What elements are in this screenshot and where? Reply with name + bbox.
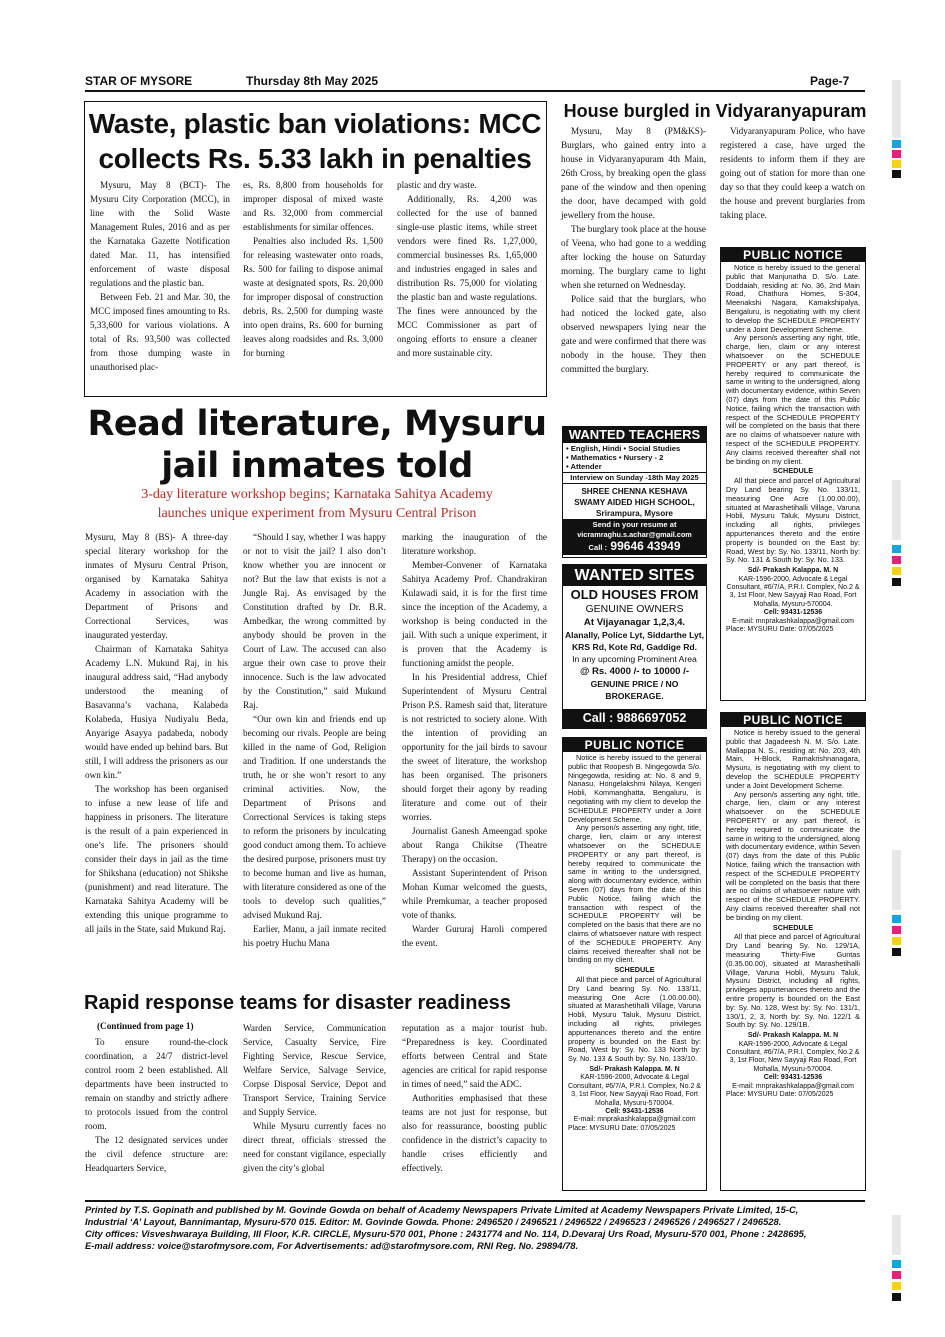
paragraph: The workshop has been organised to infuse a new lease of life and happiness in prisoners. The literature is the result of a pain experienced in one’s life. The prisoners should consider their days in jail as the time for Shikshana (education) not Shikshe (punishment) and read literature. The Karnataka Sahitya Academy will be extending this unique programme to all jails in the State, said Mukund Raj. — [85, 784, 228, 934]
literature-col1 — [85, 530, 228, 936]
waste-col3 — [397, 178, 537, 360]
paragraph: Additionally, Rs. 4,200 was collected for the use of banned single-use plastic items, while street vendors were fined Rs. 1,27,000, commercial businesses Rs. 1,65,000 and industries engaged in sales and distribution Rs. 75,000 for violating the plastic ban and waste regulations. The fines were announced by the MCC Commissioner as part of ongoing efforts to ensure a cleaner and more sustainable city. — [397, 194, 537, 358]
wanted-teachers-ad — [562, 426, 707, 558]
sites-line: OLD HOUSES FROM — [570, 587, 699, 602]
imprint-line: Industrial ‘A’ Layout, Bannimantap, Mysuru-570 015. Editor: M. Govinde Gowda. Phone: 2496520 / 2496521 / 2496522 / 2496523 / 2496526 / 2496527 / 2496528. — [85, 1216, 782, 1227]
yellow-mark — [892, 160, 901, 168]
paragraph: Between Feb. 21 and Mar. 30, the MCC imposed fines amounting to Rs. 5,33,600 for various violations. A total of Rs. 93,500 was collected from those dumping waste in unauthorised plac- — [90, 292, 230, 372]
paragraph: Vidyaranyapuram Police, who have registered a case, have urged the residents to inform them if they are going out of station for more than one day so that they could keep a watch on the house and prevent burglaries from taking place. — [720, 126, 865, 220]
subjects-line: • English, Hindi • Social Studies — [566, 444, 681, 453]
paragraph: Chairman of Karnataka Sahitya Academy L.N. Mukund Raj, in his inaugural address said, “Had anybody understood the meaning of Basavanna’s vachana, Kalabeda Kolabeda, Husiya Nudiyalu Beda, Anyarige Asayya padabeda, nobody would have ended up behind bars. But still, I will address the prisoners as our own kin.” — [85, 644, 228, 780]
wanted-teachers-title: WANTED TEACHERS — [563, 427, 706, 443]
cyan-mark — [892, 1260, 901, 1268]
magenta-mark — [892, 926, 901, 934]
cyan-mark — [892, 140, 901, 148]
advocate-address: KAR-1596-2000, Advocate & Legal Consultant, #6/7/A, P.R.I. Complex, No.2 & 3, 1st Floor, New Sayyaji Rao Road, Fort Mohalla, Mysuru-570004. — [726, 1040, 860, 1073]
cyan-mark — [892, 545, 901, 553]
notice-place-date: Place: MYSURU Date: 07/05/2025 — [726, 625, 834, 633]
notice-paragraph: Notice is hereby issued to the general public that Jagadeesh N. M. S/o. Late. Mallappa N. S., residing at: No. 203, 4th Main, H-Block, Ramakrishnanagara, Mysuru, is negotiating with my client to develop the SCHEDULE PROPERTY under a Joint Development Scheme. — [726, 728, 860, 790]
literature-headline-line1: Read literature, Mysuru — [87, 404, 547, 444]
advocate-cell: Cell: 93431-12536 — [763, 1074, 823, 1082]
black-mark — [892, 170, 901, 178]
school-name — [563, 486, 706, 519]
registration-strip — [892, 850, 901, 910]
black-mark — [892, 578, 901, 586]
resume-block — [563, 519, 706, 555]
advocate-email: E-mail: mnprakashkalappa@gmail.com — [732, 617, 854, 625]
paragraph: plastic and dry waste. — [397, 180, 477, 190]
registration-strip — [892, 1215, 901, 1255]
wanted-sites-body — [563, 586, 706, 702]
school-name-line: SHREE CHENNA KESHAVA — [581, 487, 688, 496]
notice-place-date: Place: MYSURU Date: 07/05/2025 — [568, 1124, 676, 1132]
magenta-mark — [892, 556, 901, 564]
imprint-line: City offices: Visveshwaraya Building, III Floor, K.R. CIRCLE, Mysuru-570 001, Phone : 2431774 and No. 114, D.Devaraj Urs Road, Mysuru-570 001, Phone : 2428695, — [85, 1228, 807, 1239]
paper-name: STAR OF MYSORE — [85, 74, 193, 88]
yellow-mark — [892, 567, 901, 575]
literature-headline — [84, 403, 550, 487]
public-notice-2 — [562, 737, 707, 1191]
literature-headline-line2: jail inmates told — [161, 446, 473, 486]
paragraph: Member-Convener of Karnataka Sahitya Academy Prof. Chandrakiran Kulawadi said, it is for the first time since the inception of the Academy, a workshop is being conducted in the jail. With such a unique experiment, it is proven that the Academy is functioning amidst the people. — [402, 560, 547, 668]
school-name-line: SWAMY AIDED HIGH SCHOOL, — [574, 498, 695, 507]
waste-col2 — [243, 178, 383, 360]
schedule-label: SCHEDULE — [772, 466, 814, 476]
yellow-mark — [892, 937, 901, 945]
literature-subhead-line2: launches unique experiment from Mysuru Central Prison — [157, 506, 477, 521]
advocate-cell: Cell: 93431-12536 — [763, 609, 823, 617]
notice-place-date: Place: MYSURU Date: 07/05/2025 — [726, 1090, 834, 1098]
advocate-email: E-mail: mnprakashkalappa@gmail.com — [732, 1082, 854, 1090]
burglary-col1 — [561, 124, 706, 376]
sites-call[interactable]: Call : 9886697052 — [563, 709, 706, 728]
waste-col1 — [90, 178, 230, 374]
teacher-subjects — [563, 443, 706, 472]
public-notice-1 — [720, 247, 866, 701]
notice-paragraph: Notice is hereby issued to the general public that Roopesh B. Ningegowda S/o. Ningegowda, residing at: No. 8 and 9, Nanasu, Hongelakshmi Nilaya, Kengeri Hobli, Kommanghatta, Bengaluru, is negotiating with my client to develop the SCHEDULE PROPERTY under a Joint Development Scheme. — [568, 753, 701, 824]
interview-date: Interview on Sunday -18th May 2025 — [563, 472, 706, 484]
paragraph: Warden Service, Communication Service, Casualty Service, Fire Fighting Service, Rescue Service, Welfare Service, Salvage Service, Corpse Disposal Service, Depot and Transport Service, Training Service and Supply Service. — [243, 1023, 386, 1117]
imprint-footer — [85, 1204, 865, 1252]
advocate-address: KAR-1596-2000, Advocate & Legal Consultant, #6/7/A, P.R.I. Complex, No.2 & 3, 1st Floor, New Sayyaji Rao Road, Fort Mohalla, Mysuru-570004. — [568, 1074, 701, 1107]
paragraph: es, Rs. 8,800 from households for improper disposal of mixed waste and Rs. 32,000 from commercial establishments for similar offences. — [243, 180, 383, 232]
notice-title: PUBLIC NOTICE — [563, 738, 706, 752]
footer-rule — [85, 1200, 865, 1202]
yellow-mark — [892, 1282, 901, 1290]
paragraph: Warder Gururaj Haroli compered the event. — [402, 924, 547, 948]
paragraph: “Our own kin and friends end up becoming our rivals. People are being killed in the name of God, Religion and Tradition. If one understands the truth, he or she won’t resort to any criminal activities. Now, the Department of Prisons and Correctional Services is taking steps to reform the prisoners by inculcating good conduct among them. To achieve the desired purpose, prisoners must try to become human and live as human, with literature considered as one of the tools to develop such qualities,” advised Mukund Raj. — [243, 714, 386, 920]
school-place: Srirampura, Mysore — [596, 509, 673, 518]
signature: Sd/- Prakash Kalappa. M. N — [747, 567, 839, 575]
sites-line: At Vijayanagar 1,2,3,4. — [583, 617, 686, 628]
continued-note: (Continued from page 1) — [97, 1021, 194, 1031]
paragraph: marking the inauguration of the literature workshop. — [402, 532, 547, 556]
paragraph: Mysuru, May 8 (BCT)- The Mysuru City Corporation (MCC), in line with the Solid Waste Management Rules, 2016 and as per the Karnataka Gazette Notification dated Mar. 11, has intensified enforcement of waste disposal regulations and the plastic ban. — [90, 180, 230, 288]
black-mark — [892, 948, 901, 956]
paragraph: In his Presidential address, Chief Superintendent of Mysuru Central Prison P.S. Ramesh said that, literature is not restricted to society alone. With the intention of providing an opportunity for the jail birds to savour the sweet of literature, the workshop has been organised. The prisoners should forget their agony by reading literature and come out of their worries. — [402, 672, 547, 822]
send-resume-label: Send in your resume at — [592, 520, 677, 529]
paragraph: “Should I say, whether I was happy or not to visit the jail? I also don’t know whether you are innocent or not? But the law that exists is not a Jungle Raj. As envisaged by the Constitution drafted by Dr. B.R. Ambedkar, the wrong committed by anybody should be proven in the Court of Law. The accused can also argue their own case to prove their innocence. Such is the law advocated by the Constitution,” said Mukund Raj. — [243, 532, 386, 710]
notice-paragraph: Any person/s asserting any right, title, charge, lien, claim or any interest whatsoever on the SCHEDULE PROPERTY or any part thereof, is hereby required to communicate the same in writing to the undersigned, along with documentary evidence, within Seven (07) days from the date of this Public Notice, failing which the transaction with respect of the SCHEDULE PROPERTY will be completed on the basis that there are no claims of whatsoever nature with respect of the SCHEDULE PROPERTY. Any claims received thereafter shall not be binding on my client. — [568, 823, 701, 965]
sites-line: GENUINE PRICE / NO BROKERAGE. — [590, 679, 679, 701]
burglary-headline: House burgled in Vidyaranyapuram — [563, 101, 867, 121]
paragraph: Assistant Superintendent of Prison Mohan Kumar welcomed the guests, while Premkumar, a teacher proposed vote of thanks. — [402, 868, 547, 920]
paragraph: Penalties also included Rs. 1,500 for releasing wastewater onto roads, Rs. 500 for failing to dispose animal waste at designated spots, Rs. 20,000 for improper disposal of construction debris, Rs. 2,500 for dumping waste into open drains, Rs. 600 for burning leaves along roadsides and Rs. 3,000 for burning — [243, 236, 383, 358]
sites-line: In any upcoming Prominent Area — [572, 654, 697, 664]
paragraph: To ensure round-the-clock coordination, a 24/7 district-level control room 2 been established. All departments have been instructed to remain on standby and strictly adhere to protocols issued from the control room. — [85, 1037, 228, 1131]
notice-body — [563, 752, 706, 1135]
literature-subhead — [84, 485, 550, 523]
schedule-label: SCHEDULE — [772, 922, 814, 932]
notice-body — [721, 727, 865, 1101]
notice-paragraph: Any person/s asserting any right, title, charge, lien, claim or any interest whatsoever on the SCHEDULE PROPERTY or any part thereof, is hereby required to communicate the same in writing to the undersigned, along with documentary evidence, within Seven (07) days from the date of this Public Notice, failing which the transaction with respect of the SCHEDULE PROPERTY will be completed on the basis that there are no claims of whatsoever nature with respect of the SCHEDULE PROPERTY. Any claims received thereafter shall not be binding on my client. — [726, 333, 860, 466]
sites-line: GENUINE OWNERS — [585, 603, 684, 615]
advocate-email: E-mail: mnprakashkalappa@gmail.com — [573, 1116, 696, 1124]
wanted-sites-ad — [562, 564, 707, 729]
header-rule — [85, 90, 865, 92]
sites-line: @ Rs. 4000 /- to 10000 /- — [579, 666, 690, 677]
sites-line: KRS Rd, Kote Rd, Gaddige Rd. — [571, 642, 698, 652]
paragraph: Journalist Ganesh Ameengad spoke about Ranga Chikitse (Theatre Therapy) on the occasion. — [402, 826, 547, 864]
schedule-text: All that piece and parcel of Agricultural Dry Land bearing Sy. No. 133/11, measuring One Acre (1.00.00.00), situated at Marashetihalli Village, Varuna Hobli, Mysuru Taluk, Mysuru District, including all rights, privileges appurtenances thereto and the entire property is bounded on the East by: Road, West by: Sy. No. 133 North by: Sy. No. 133 & South by: Sy. No. 133/10. — [568, 974, 701, 1064]
imprint-line: E-mail address: voice@starofmysore.com, For Advertisements: ad@starofmysore.com, RNI Reg. No. 29894/78. — [85, 1240, 579, 1251]
literature-subhead-line1: 3-day literature workshop begins; Karnataka Sahitya Academy — [141, 487, 493, 502]
disaster-headline: Rapid response teams for disaster readiness — [84, 992, 511, 1014]
cyan-mark — [892, 915, 901, 923]
magenta-mark — [892, 1271, 901, 1279]
advocate-address: KAR-1596-2000, Advocate & Legal Consultant, #6/7/A, P.R.I. Complex, No.2 & 3, 1st Floor, New Sayyaji Rao Road, Fort Mohalla, Mysuru-570004. — [726, 575, 860, 608]
notice-title: PUBLIC NOTICE — [721, 713, 865, 727]
resume-email[interactable]: vicramraghu.s.achar@gmail.com — [577, 529, 692, 539]
signature: Sd/- Prakash Kalappa. M. N — [589, 1065, 680, 1073]
public-notice-3 — [720, 712, 866, 1191]
disaster-col1 — [85, 1035, 228, 1175]
teacher-phone[interactable]: 99646 43949 — [610, 539, 681, 553]
disaster-col3 — [402, 1021, 547, 1175]
waste-headline-line2: collects Rs. 5.33 lakh in penalties — [98, 143, 532, 174]
paragraph: Mysuru, May 8 (PM&KS)- Burglars, who gained entry into a house in Vidyaranyapuram 4th Main, 26th Cross, by breaking open the glass pane of the window and then opening the door, have decamped with gold jewellery from the house. — [561, 126, 706, 220]
page-number: Page-7 — [810, 74, 850, 88]
notice-paragraph: Any person/s asserting any right, title, charge, lien, claim or any interest whatsoever on the SCHEDULE PROPERTY or any part thereof, is hereby required to communicate the same in writing to the undersigned, along with documentary evidence, within Seven (07) days from the date of this Public Notice, failing which the transaction with respect of the SCHEDULE PROPERTY will be completed on the basis that there are no claims of whatsoever nature with respect of the SCHEDULE PROPERTY. Any claims received thereafter shall not be binding on my client. — [726, 789, 860, 922]
literature-col2 — [243, 530, 386, 950]
notice-paragraph: Notice is hereby issued to the general public that Manjunatha D. S/o. Late. Doddaiah, residing at: No. 36, 2nd Main Road, Chathura Homes, S-304, Meenakshi Nagara, Kamakshipalya, Bengaluru, is negotiating with my client to develop the SCHEDULE PROPERTY under a Joint Development Scheme. — [726, 263, 860, 334]
schedule-text: All that piece and parcel of Agricultural Dry Land bearing Sy. No. 133/11, measuring One Acre (1.00.00.00), situated at Marashetihalli Village, Varuna Hobli, Mysuru Taluk, Mysuru District, including all rights, privileges appurtenances thereto and the entire property is bounded on the East by: Road, West by: Sy. No. 133/11, North by: Sy. No. 131 & South by: Sy. No. 133. — [726, 476, 860, 565]
signature: Sd/- Prakash Kalappa. M. N — [747, 1032, 839, 1040]
registration-strip — [892, 480, 901, 540]
registration-strip — [892, 80, 901, 138]
literature-col3 — [402, 530, 547, 950]
notice-title: PUBLIC NOTICE — [721, 248, 865, 262]
sites-line: Alanally, Police Lyt, Siddarthe Lyt, — [564, 630, 705, 640]
waste-headline-line1: Waste, plastic ban violations: MCC — [88, 108, 542, 139]
paragraph: The 12 designated services under the civil defence structure are: Headquarters Service, — [85, 1135, 228, 1173]
paragraph: Authorities emphasised that these teams are not just for response, but also for reassurance, boosting public confidence in the district’s capacity to handle crises efficiently and effectively. — [402, 1093, 547, 1173]
notice-body — [721, 262, 865, 636]
paragraph: reputation as a major tourist hub. “Preparedness is key. Coordinated efforts between Central and State agencies are critical for rapid response in times of need,” said the ADC. — [402, 1023, 547, 1089]
paragraph: Police said that the burglars, who had noticed the locked gate, also observed newspapers lying near the gate and were confirmed that there was nobody in the house. They then committed the burglary. — [561, 294, 706, 374]
advocate-cell: Cell: 93431-12536 — [605, 1107, 664, 1115]
wanted-sites-title: WANTED SITES — [563, 565, 706, 586]
paragraph: Earlier, Manu, a jail inmate recited his poetry Huchu Mana — [243, 924, 386, 948]
paragraph: Mysuru, May 8 (BS)- A three-day special literary workshop for the inmates of Mysuru Central Prison, organised by Karnataka Sahitya Academy in association with the Department of Prisons and Correctional Services, was inaugurated yesterday. — [85, 532, 228, 640]
subjects-line: • Attender — [566, 462, 602, 471]
schedule-text: All that piece and parcel of Agricultural Dry Land bearing Sy. No. 129/1A, measuring Thirty-Five Guntas (0.35.00.00), situated at Marashetihalli Village, Varuna Hobli, Mysuru Taluk, Mysuru District, including all rights, privileges appurtenances thereto and the entire property is bounded on the East by: Sy. No. 128, West by: Sy. No. 131/1, 130/1, 2, 3, North by: Sy. No. 122/1 & South by: Sy. No. 129/1B. — [726, 932, 860, 1030]
paragraph: The burglary took place at the house of Veena, who had gone to a wedding after locking the house on Saturday morning. The burglary came to light when she returned on Wednesday. — [561, 224, 706, 290]
paragraph: While Mysuru currently faces no direct threat, officials stressed the need for constant vigilance, especially given the city’s global — [243, 1121, 386, 1173]
disaster-col2 — [243, 1021, 386, 1175]
imprint-line: Printed by T.S. Gopinath and published by M. Govinde Gowda on behalf of Academy Newspapers Private Limited at Academy Newspapers Private Limited, 15-C, — [85, 1204, 799, 1215]
subjects-line: • Mathematics • Nursery - 2 — [566, 453, 664, 462]
call-label: Call : — [588, 543, 608, 552]
issue-date: Thursday 8th May 2025 — [246, 74, 379, 88]
waste-headline — [86, 106, 544, 176]
schedule-label: SCHEDULE — [614, 965, 655, 975]
black-mark — [892, 1293, 901, 1301]
magenta-mark — [892, 150, 901, 158]
burglary-col2 — [720, 124, 865, 222]
